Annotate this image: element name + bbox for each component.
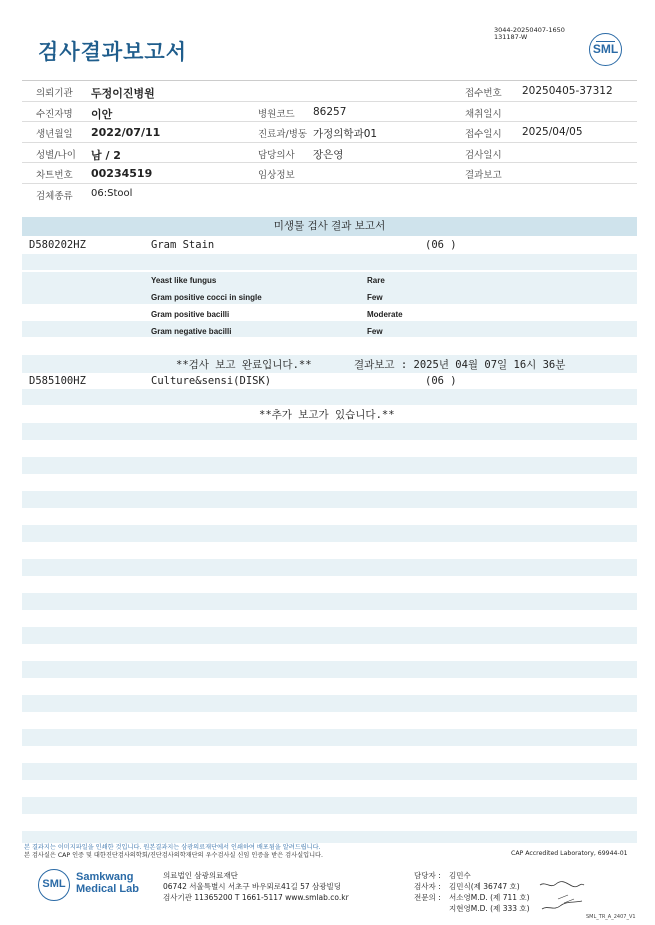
stripe-band	[22, 661, 637, 678]
stripe-band	[22, 321, 637, 337]
staff-names: 김민수 김민식(제 36747 호) 서소영M.D. (제 711 호) 지현영M.D. (제 333 호)	[449, 871, 530, 913]
test-name: Culture&sensi(DISK)	[151, 375, 272, 387]
organism-result: Moderate	[367, 310, 403, 319]
info-row: 의뢰기관 두정이진병원 접수번호 20250405-37312	[22, 81, 637, 102]
info-row: 성별/나이 남 / 2 담당의사 장은영 검사일시	[22, 143, 637, 164]
stripe-band	[22, 763, 637, 780]
specimen-code: (06 )	[425, 239, 457, 251]
organism-result: Few	[367, 293, 383, 302]
page-title: 검사결과보고서	[38, 40, 188, 64]
organism-name: Yeast like fungus	[151, 276, 217, 285]
report-complete-text: **검사 보고 완료입니다.**	[176, 359, 312, 371]
test-code: D585100HZ	[29, 375, 86, 387]
stripe-band	[22, 627, 637, 644]
info-row: 생년월일 2022/07/11 진료과/병동 가정의학과01 접수일시 2025/04/05	[22, 122, 637, 143]
stripe-band	[22, 254, 637, 270]
organism-name: Gram positive bacilli	[151, 310, 230, 319]
document-id: 3044-20250407-1650 131187-W	[494, 26, 565, 41]
organism-name: Gram positive cocci in single	[151, 293, 262, 302]
sml-logo-icon: SML	[38, 869, 70, 901]
organism-name: Gram negative bacilli	[151, 327, 232, 336]
patient-info-table	[22, 80, 637, 204]
stripe-band	[22, 695, 637, 712]
stripe-band	[22, 559, 637, 576]
cap-accreditation: CAP Accredited Laboratory, 69944-01	[511, 850, 628, 857]
additional-report-text: **추가 보고가 있습니다.**	[259, 409, 395, 421]
info-row: 차트번호 00234519 임상정보 결과보고	[22, 163, 637, 184]
info-row: 수진자명 이안 병원코드 86257 채취일시	[22, 102, 637, 123]
sml-logo: SML	[589, 33, 622, 66]
stripe-band	[22, 797, 637, 814]
form-code: SML_TR_A_2407_V1	[586, 914, 636, 920]
test-name: Gram Stain	[151, 239, 215, 251]
footer-note-image: 본 결과지는 이미지파일을 인쇄한 것입니다. 원본결과지는 삼광의료재단에서 인쇄하여 배포됨을 알려드립니다.	[24, 844, 321, 851]
stripe-band	[22, 491, 637, 508]
section-title: 미생물 검사 결과 보고서	[22, 217, 637, 236]
test-code: D580202HZ	[29, 239, 86, 251]
info-row: 검체종류 06:Stool	[36, 187, 133, 202]
stripe-band	[22, 593, 637, 610]
organism-result: Few	[367, 327, 383, 336]
stripe-band	[22, 457, 637, 474]
stripe-band	[22, 525, 637, 542]
signature-image	[538, 879, 586, 915]
organism-result: Rare	[367, 276, 385, 285]
footer-note-cap: 본 검사실은 CAP 인증 및 대한진단검사의학회/진단검사의학재단의 우수검사실 신임 인증을 받은 검사실입니다.	[24, 852, 323, 859]
org-info: 의료법인 삼광의료재단 06742 서울특별시 서초구 바우뫼로41길 57 삼광빌딩 검사기관 11365200 T 1661-5117 www.smlab.co.kr	[163, 871, 349, 902]
stripe-band	[22, 729, 637, 746]
stripe-band	[22, 272, 637, 288]
specimen-code: (06 )	[425, 375, 457, 387]
stripe-band	[22, 423, 637, 440]
result-report-time: 결과보고 : 2025년 04월 07일 16시 36분	[354, 359, 566, 371]
staff-roles: 담당자 : 검사자 : 전문의 :	[414, 871, 441, 902]
stripe-band	[22, 389, 637, 405]
stripe-band	[22, 288, 637, 304]
